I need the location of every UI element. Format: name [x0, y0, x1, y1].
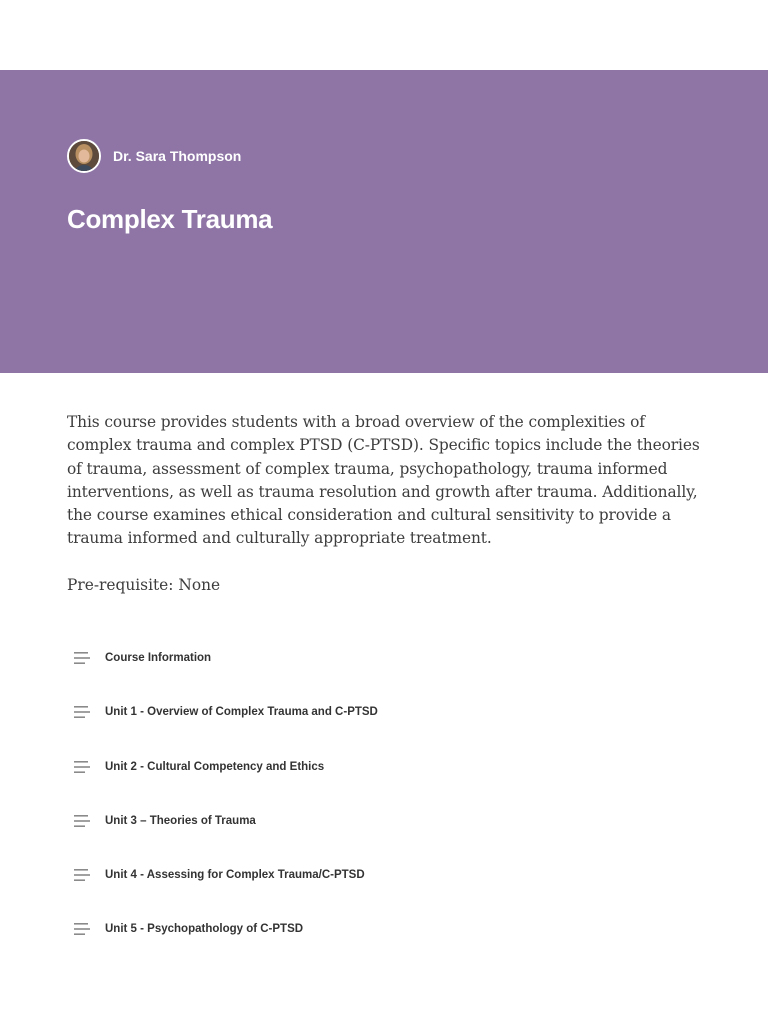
unit-item-unit-2[interactable]: [67, 739, 701, 793]
unit-label[interactable]: Unit 2 - Cultural Competency and Ethics: [105, 760, 325, 773]
unit-label[interactable]: Unit 4 - Assessing for Complex Trauma/C-PTSD: [105, 869, 365, 882]
course-header: [0, 70, 768, 373]
text-lines-icon: [74, 761, 90, 773]
author-info[interactable]: [67, 139, 241, 173]
unit-list: [67, 631, 701, 957]
top-spacer: [0, 0, 768, 70]
unit-label[interactable]: Course Information: [105, 651, 212, 664]
author-avatar[interactable]: [67, 139, 101, 173]
unit-item-unit-4[interactable]: [67, 848, 701, 902]
unit-item-unit-3[interactable]: [67, 794, 701, 848]
course-content: [0, 373, 768, 957]
unit-label[interactable]: Unit 5 - Psychopathology of C-PTSD: [105, 923, 304, 936]
author-name[interactable]: Dr. Sara Thompson: [113, 148, 242, 164]
unit-label[interactable]: Unit 1 - Overview of Complex Trauma and C-PTSD: [105, 706, 378, 719]
text-lines-icon: [74, 869, 90, 881]
course-description: This course provides students with a broad overview of the complexities of complex trauma and complex PTSD (C-PTSD). Specific topics include the theories of trauma, assessment of complex trauma, psychopathology, trauma informed interventions, as well as trauma resolution and growth after trauma. Additionally, the course examines ethical consideration and cultural sensitivity to provide a trauma informed and culturally appropriate treatment.: [67, 413, 700, 548]
text-lines-icon: [74, 815, 90, 827]
course-title: Complex Trauma: [67, 204, 273, 234]
unit-item-course-information[interactable]: [67, 631, 701, 685]
text-lines-icon: [74, 652, 90, 664]
text-lines-icon: [74, 923, 90, 935]
text-lines-icon: [74, 706, 90, 718]
course-prerequisite: Pre-requisite: None: [67, 575, 221, 594]
unit-item-unit-5[interactable]: [67, 902, 701, 956]
unit-item-unit-1[interactable]: [67, 685, 701, 739]
unit-label[interactable]: Unit 3 – Theories of Trauma: [105, 814, 256, 827]
